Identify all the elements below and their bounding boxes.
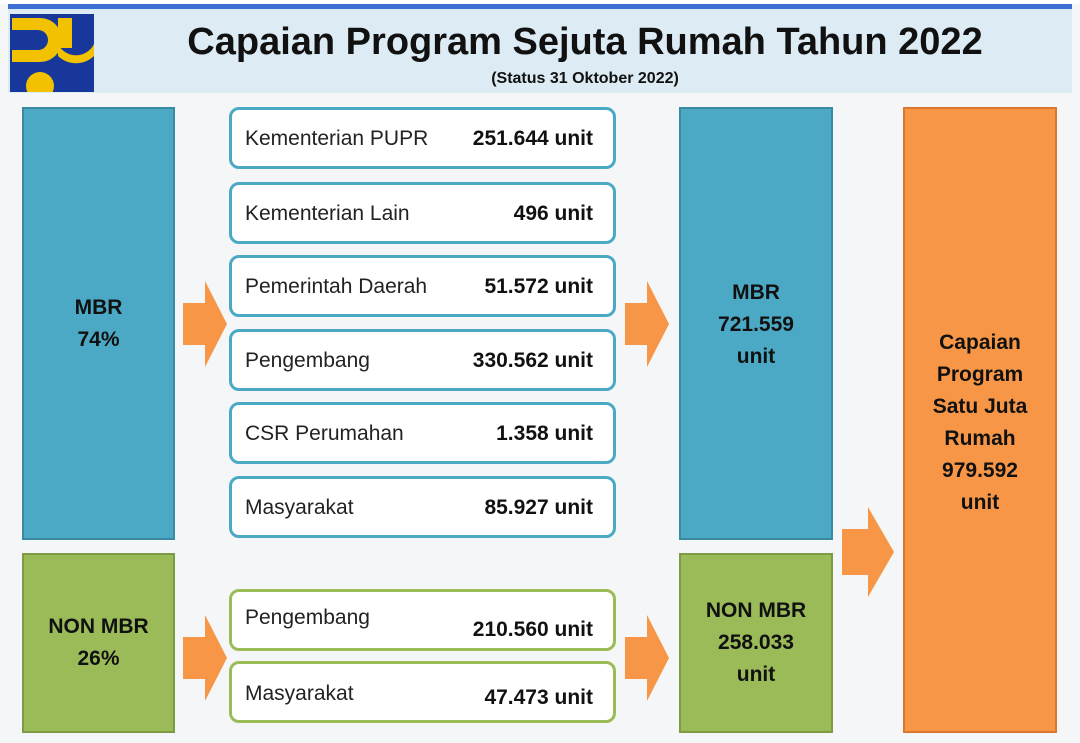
- non-mbr-item-masyarakat: [229, 661, 616, 723]
- non-mbr-total-unit: unit: [736, 663, 776, 686]
- grand-total-line: Satu Juta: [932, 395, 1028, 418]
- pupr-logo-icon: [10, 14, 94, 92]
- mbr-segment-box: [22, 107, 175, 540]
- mbr-item-csr-perumahan: [229, 402, 616, 464]
- item-value: 47.473 unit: [484, 686, 593, 709]
- item-label: Kementerian PUPR: [245, 127, 429, 150]
- mbr-segment-title: MBR: [74, 295, 123, 319]
- non-mbr-segment-percent: 26%: [77, 647, 120, 670]
- non-mbr-total-box: [679, 553, 833, 733]
- arrow-right-icon: [625, 281, 669, 367]
- item-label: Pengembang: [245, 606, 370, 629]
- mbr-total-value: 721.559: [718, 313, 794, 336]
- grand-total-line: Rumah: [944, 427, 1016, 450]
- grand-total-line: Capaian: [939, 331, 1021, 354]
- arrow-right-icon: [842, 507, 894, 597]
- grand-total-unit: unit: [960, 491, 1000, 514]
- item-value: 251.644 unit: [472, 127, 593, 150]
- grand-total-line: Program: [936, 363, 1024, 386]
- non-mbr-segment-box: [22, 553, 175, 733]
- page-title: Capaian Program Sejuta Rumah Tahun 2022: [187, 21, 983, 63]
- non-mbr-total-value: 258.033: [718, 631, 794, 654]
- mbr-item-kementerian-pupr: [229, 107, 616, 169]
- arrow-right-icon: [183, 615, 227, 701]
- mbr-total-unit: unit: [736, 345, 776, 368]
- item-value: 330.562 unit: [472, 349, 593, 372]
- non-mbr-total-title: NON MBR: [705, 599, 807, 622]
- grand-total-value: 979.592: [942, 459, 1018, 482]
- mbr-total-title: MBR: [732, 281, 780, 304]
- item-label: CSR Perumahan: [245, 422, 404, 445]
- item-value: 496 unit: [513, 202, 593, 225]
- non-mbr-item-pengembang: [229, 589, 616, 651]
- item-label: Masyarakat: [245, 496, 354, 519]
- item-value: 210.560 unit: [472, 618, 593, 641]
- arrow-right-icon: [625, 615, 669, 701]
- item-label: Masyarakat: [245, 682, 354, 705]
- mbr-segment-percent: 74%: [77, 327, 120, 351]
- item-value: 1.358 unit: [496, 422, 593, 445]
- item-label: Pengembang: [245, 349, 370, 372]
- non-mbr-segment-title: NON MBR: [48, 615, 149, 638]
- item-value: 51.572 unit: [484, 275, 593, 298]
- item-label: Pemerintah Daerah: [245, 275, 428, 298]
- mbr-item-pengembang: [229, 329, 616, 391]
- item-label: Kementerian Lain: [245, 202, 410, 225]
- mbr-total-box: [679, 107, 833, 540]
- mbr-item-kementerian-lain: [229, 182, 616, 244]
- mbr-item-masyarakat: [229, 476, 616, 538]
- mbr-item-pemerintah-daerah: [229, 255, 616, 317]
- page-subtitle: (Status 31 Oktober 2022): [491, 70, 679, 87]
- arrow-right-icon: [183, 281, 227, 367]
- item-value: 85.927 unit: [484, 496, 593, 519]
- grand-total-box: [903, 107, 1057, 733]
